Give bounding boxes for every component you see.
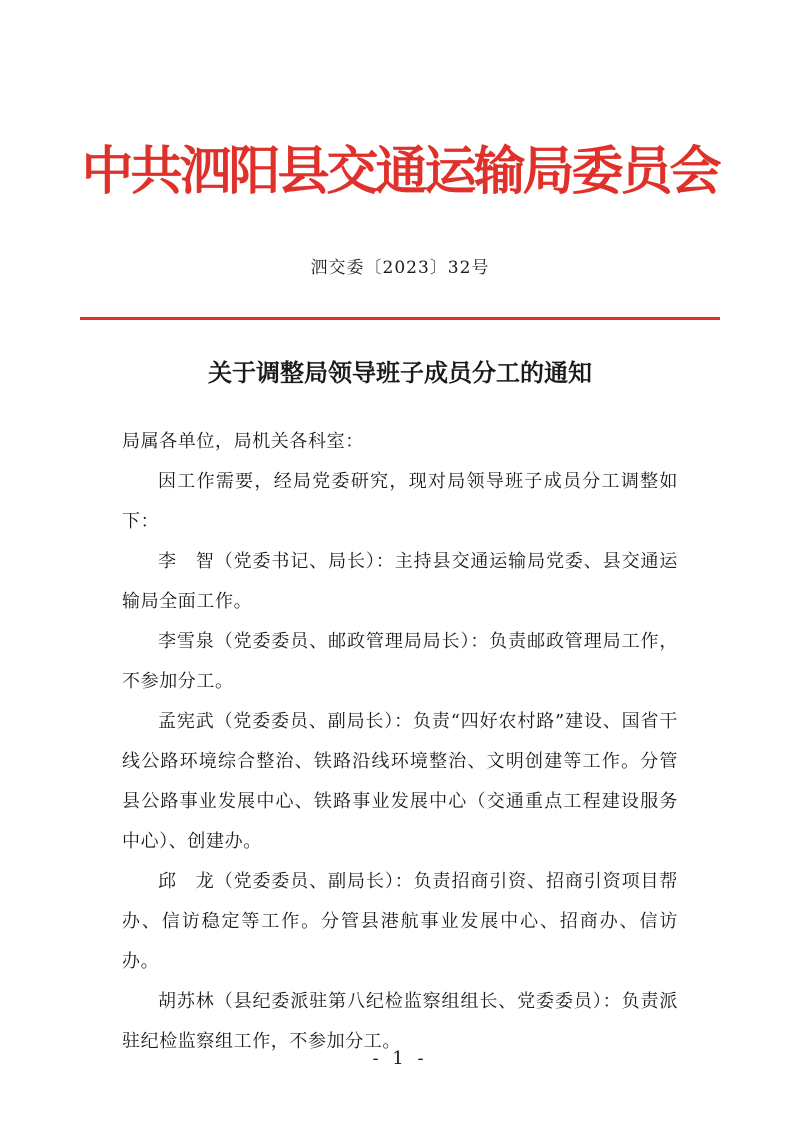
intro-paragraph: 因工作需要，经局党委研究，现对局领导班子成员分工调整如下： [122,471,678,532]
salutation: 局属各单位，局机关各科室： [122,431,364,452]
assignment-duty: 负责派驻纪检监察组工作，不参加分工。 [122,991,678,1052]
assignment-paragraph [122,622,678,702]
red-separator-line [80,317,720,320]
assignment-person: 胡苏林（县纪委派驻第八纪检监察组组长、党委委员）： [158,991,622,1012]
assignment-duty: 负责邮政管理局工作，不参加分工。 [122,631,678,692]
document-number: 泗交委〔2023〕32号 [310,258,490,278]
notice-title: 关于调整局领导班子成员分工的通知 [208,358,592,387]
assignment-person: 李 智（党委书记、局长）： [158,551,395,572]
page-number: - 1 - [372,1048,428,1069]
assignment-duty: 负责招商引资、招商引资项目帮办、信访稳定等工作。分管县港航事业发展中心、招商办、信访办。 [122,871,678,972]
assignment-duty: 负责“四好农村路”建设、国省干线公路环境综合整治、铁路沿线环境整治、文明创建等工作。分管县公路事业发展中心、铁路事业发展中心（交通重点工程建设服务中心）、创建办。 [122,711,678,852]
notice-body [122,422,678,1062]
assignment-person: 李雪泉（党委委员、邮政管理局局长）： [158,631,490,652]
assignment-paragraph [122,542,678,622]
organization-title: 中共泗阳县交通运输局委员会 [81,141,719,202]
assignment-paragraph [122,702,678,862]
assignment-paragraph [122,862,678,982]
assignment-person: 孟宪武（党委委员、副局长）： [158,711,413,732]
assignment-person: 邱 龙（党委委员、副局长）： [158,871,414,892]
assignment-duty: 主持县交通运输局党委、县交通运输局全面工作。 [122,551,678,612]
